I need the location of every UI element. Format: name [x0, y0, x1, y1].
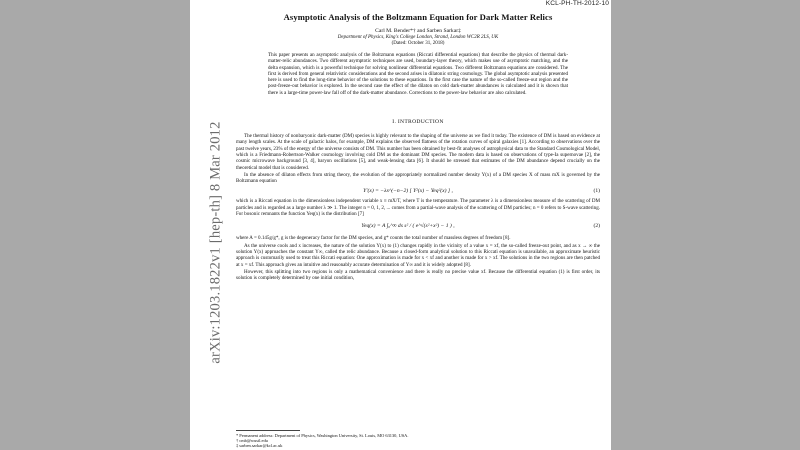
paper-page — [190, 0, 611, 450]
paragraph: The thermal history of nonbaryonic dark-matter (DM) species is highly relevant to the shaping of the universe as we find it today. The existence of DM is based on evidence at many length scales. At the scale of galactic halos, for example, DM explains the observed flatness of the rotation curves of spiral galaxies [1]. According to observations over the past twelve years, 23% of the energy of the universe consists of DM. This number has been obtained by best-fit analyses of astrophysical data to the Standard Cosmological Model, which is a Friedmann-Robertson-Walker cosmology involving cold DM as the dominant DM species. The modern data is based on observations of type-Ia supernovae [2], the cosmic microwave background [3, 4], baryon oscillations [5], and weak-lensing data [6]. It should be stressed that estimates of the DM abundance depend crucially on the theoretical model that is considered. — [236, 133, 600, 171]
footnote: ‡ sarben.sarkar@kcl.ac.uk — [236, 443, 283, 449]
equation — [236, 223, 600, 229]
paragraph: which is a Riccati equation in the dimensionless independent variable x ≡ mX/T, where T is the temperature. The parameter λ is a dimensionless measure of the scattering of DM particles and is regarded as a large number λ ≫ 1. The integer n = 0, 1, 2, ... comes from a partial-wave analysis of the scattering of DM particles; n = 0 refers to S-wave scattering. For bosonic remnants the function Yeq(x) is the distribution [7] — [236, 198, 600, 218]
paragraph: As the universe cools and x increases, the nature of the solution Y(x) to (1) changes rapidly in the vicinity of a value x = xf, the so-called freeze-out point, and as x → ∞ the solution Y(x) approaches the constant Y∞, called the relic abundance. Because a closed-form analytical solution to this Riccati equation is unavailable, an approximate heuristic approach is customarily used to treat this Riccati equation: One approximation is made for x < xf and another is made for x > xf. The solutions in the two regions are then patched at x = xf. This approach gives an intuitive and reasonably accurate determination of Y∞ and it is widely adopted [8]. — [236, 242, 600, 268]
report-number: KCL-PH-TH-2012-10 — [545, 0, 609, 7]
paper-title: Asymptotic Analysis of the Boltzmann Equation for Dark Matter Relics — [283, 12, 553, 22]
paragraph: In the absence of dilaton effects from string theory, the evolution of the appropriately normalized number density Y(x) of a DM species X of mass mX is governed by the Boltzmann equation — [236, 171, 600, 185]
footnote: † cmb@wustl.edu — [236, 438, 268, 444]
equation-body: Yeq(x) = A ∫₀^∞ ds s² / ( e^√(s²+x²) − 1 ) , — [361, 223, 455, 230]
footnotes — [236, 430, 600, 449]
equation-number: (1) — [593, 188, 600, 195]
equation-number: (2) — [593, 223, 600, 230]
abstract: This paper presents an asymptotic analysis of the Boltzmann equations (Riccati differential equations) that describe the physics of thermal dark-matter-relic abundances. Two different asymptotic techniques are used, boundary-layer theory, which makes use of asymptotic matching, and the delta expansion, which is a powerful technique for solving nonlinear differential equations. Two different Boltzmann equations are considered. The first is derived from general relativistic considerations and the second arises in dilatonic string cosmology. The global asymptotic analysis presented here is used to find the long-time behavior of the solutions to these equations. In the first case the nature of the so-called freeze-out region and the post-freeze-out behavior is explored. In the second case the effect of the dilaton on cold dark-matter abundances is calculated and it is shown that there is a large-time power-law fall off of the dark-matter abundance. Corrections to the power-law behavior are also calculated. — [268, 52, 568, 96]
footnote: * Permanent address: Department of Physics, Washington University, St. Louis, MO 63130, USA. — [236, 433, 409, 438]
footnote-rule — [236, 430, 300, 431]
section-heading: I. INTRODUCTION — [392, 119, 444, 126]
paragraph: However, this splitting into two regions is only a mathematical convenience and there is really no precise value xf. Because the differential equation (1) is first order, its solution is completely determined by one initial condition, — [236, 268, 600, 282]
paragraph: where A = 0.145g/g*, g is the degeneracy factor for the DM species, and g* counts the total number of massless degrees of freedom [8]. — [236, 235, 511, 242]
paper-authors: Carl M. Bender*† and Sarben Sarkar‡ — [375, 28, 461, 34]
paper-affiliation: Department of Physics, King's College London, Strand, London WC2R 2LS, UK — [337, 35, 499, 40]
arxiv-stamp — [206, 92, 226, 392]
arxiv-stamp-text: arXiv:1203.1822v1 [hep-th] 8 Mar 2012 — [207, 120, 224, 364]
equation — [236, 188, 600, 194]
paper-date: (Dated: October 31, 2018) — [391, 41, 445, 46]
equation-body: Y′(x) = −λx^(−n−2) [ Y²(x) − Yeq²(x) ] , — [363, 188, 453, 195]
paper-content — [236, 10, 600, 281]
